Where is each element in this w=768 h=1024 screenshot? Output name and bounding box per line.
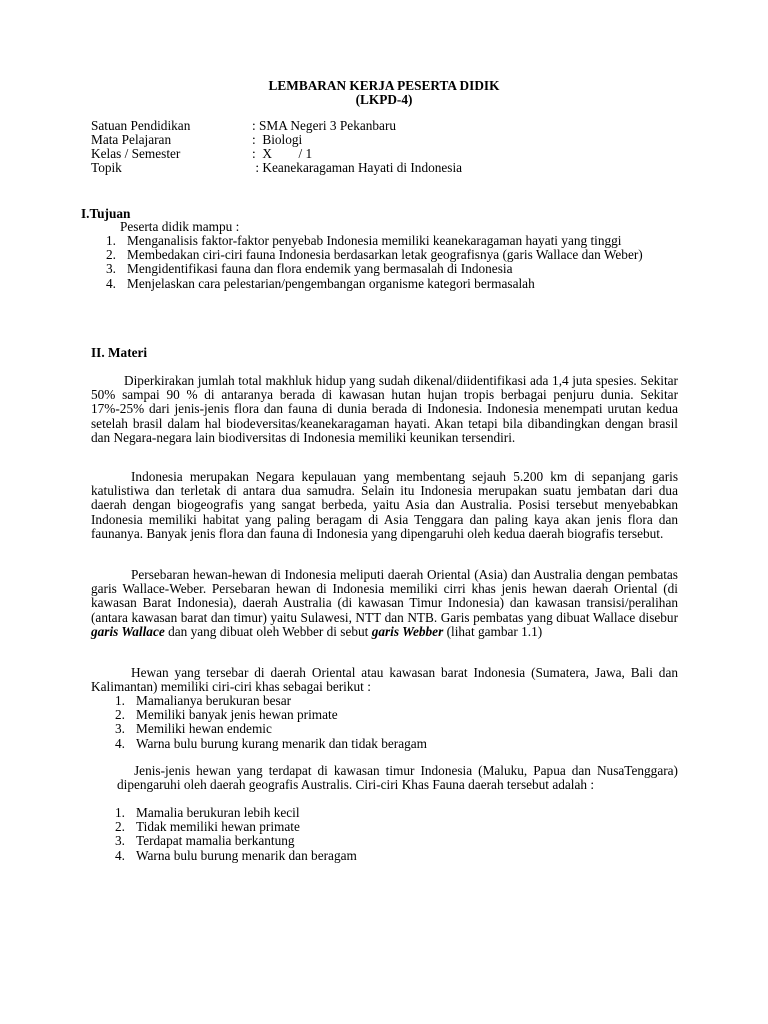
list-item: 4. Menjelaskan cara pelestarian/pengembangan organisme kategori bermasalah: [106, 275, 535, 291]
info-label: Mata Pelajaran: [91, 132, 172, 147]
australis-list: [115, 806, 675, 863]
list-item: 3. Memiliki hewan endemic: [115, 721, 272, 737]
info-row-topik: [91, 161, 691, 176]
tujuan-list: [106, 234, 682, 291]
materi-paragraph-2: Indonesia merupakan Negara kepulauan yang membentang sejauh 5.200 km di sepanjang garis katulistiwa dan terletak di antara dua samudra. Selain itu Indonesia merupakan suatu jembatan dari dua daerah dengan biogeografis yang sangat berbeda, yaitu Asia dan Australia. Posisi tersebut menyebabkan Indonesia memiliki habitat yang paling beragam di Asia Tenggara dan paling kaya akan jenis flora dan faunanya. Banyak jenis flora dan fauna di Indonesia yang dipengaruhi oleh kedua daerah biografis tersebut.: [91, 469, 678, 541]
list-item: 3. Terdapat mamalia berkantung: [115, 833, 295, 849]
term-garis-webber: garis Webber: [371, 623, 444, 639]
info-label: Kelas / Semester: [91, 146, 181, 161]
oriental-list: [115, 694, 675, 751]
materi-paragraph-5: Jenis-jenis hewan yang terdapat di kawasan timur Indonesia (Maluku, Papua dan NusaTenggara) dipengaruhi oleh daerah geografis Australis. Ciri-ciri Khas Fauna daerah tersebut adalah :: [117, 763, 678, 793]
document-title: LEMBARAN KERJA PESERTA DIDIK: [268, 78, 500, 93]
list-item: 1. Menganalisis faktor-faktor penyebab Indonesia memiliki keanekaragaman hayati yang tinggi: [106, 233, 622, 248]
info-row-satuan: [91, 119, 691, 134]
tujuan-intro: Peserta didik mampu :: [120, 219, 240, 234]
list-item: 2. Tidak memiliki hewan primate: [115, 819, 300, 835]
info-value: : SMA Negeri 3 Pekanbaru: [252, 118, 397, 133]
materi-paragraph-4: Hewan yang tersebar di daerah Oriental atau kawasan barat Indonesia (Sumatera, Jawa, Bali dan Kalimantan) memiliki ciri-ciri khas sebagai berikut :: [91, 665, 678, 695]
tujuan-heading: I.Tujuan: [81, 206, 131, 221]
list-item: 3. Mengidentifikasi fauna dan flora endemik yang bermasalah di Indonesia: [106, 261, 513, 277]
list-item: 4. Warna bulu burung menarik dan beragam: [115, 847, 357, 863]
materi-heading: II. Materi: [91, 345, 148, 360]
materi-paragraph-1: Diperkirakan jumlah total makhluk hidup yang sudah dikenal/diidentifikasi ada 1,4 juta spesies. Sekitar 50% sampai 90 % di antaranya berada di kawasan hutan hujan tropis berbagai penjuru dunia. Sekitar 17%-25% dari jenis-jenis flora dan fauna di dunia berada di Indonesia. Indonesia menempati urutan kedua setelah brasil dalam hal biodeversitas/keanekaragaman hayati. Akan tetapi bila dibandingkan dengan brasil dan Negara-negara lain biodiversitas di Indonesia memiliki keunikan tersendiri.: [91, 373, 678, 445]
term-garis-wallace: garis Wallace: [91, 623, 165, 639]
info-label: Topik: [91, 160, 122, 175]
info-row-mapel: [91, 133, 691, 148]
info-value: : Keanekaragaman Hayati di Indonesia: [252, 160, 463, 175]
list-item: 2. Memiliki banyak jenis hewan primate: [115, 707, 338, 723]
info-value: : Biologi: [252, 132, 303, 147]
list-item: 2. Membedakan ciri-ciri fauna Indonesia berdasarkan letak geografisnya (garis Wallace dan Weber): [106, 247, 643, 263]
document-subtitle: (LKPD-4): [355, 92, 413, 107]
info-value: : X / 1: [252, 146, 313, 161]
list-item: 4. Warna bulu burung kurang menarik dan tidak beragam: [115, 735, 427, 751]
info-label: Satuan Pendidikan: [91, 118, 191, 133]
list-item: 1. Mamalia berukuran lebih kecil: [115, 805, 300, 820]
materi-paragraph-3: Persebaran hewan-hewan di Indonesia meliputi daerah Oriental (Asia) dan Australia dengan pembatas garis Wallace-Weber. Persebaran hewan di Indonesia memiliki cirri khas jenis hewan daerah Oriental (di kawasan Barat Indonesia), daerah Australia (di kawasan Timur Indonesia) dan kawasan transisi/peralihan (antara kawasan barat dan timur) yaitu Sulawesi, NTT dan NTB. Garis pembatas yang dibuat Wallace disebur garis Wallace dan yang dibuat oleh Webber di sebut garis Webber (lihat gambar 1.1): [91, 567, 678, 639]
list-item: 1. Mamalianya berukuran besar: [115, 693, 292, 708]
